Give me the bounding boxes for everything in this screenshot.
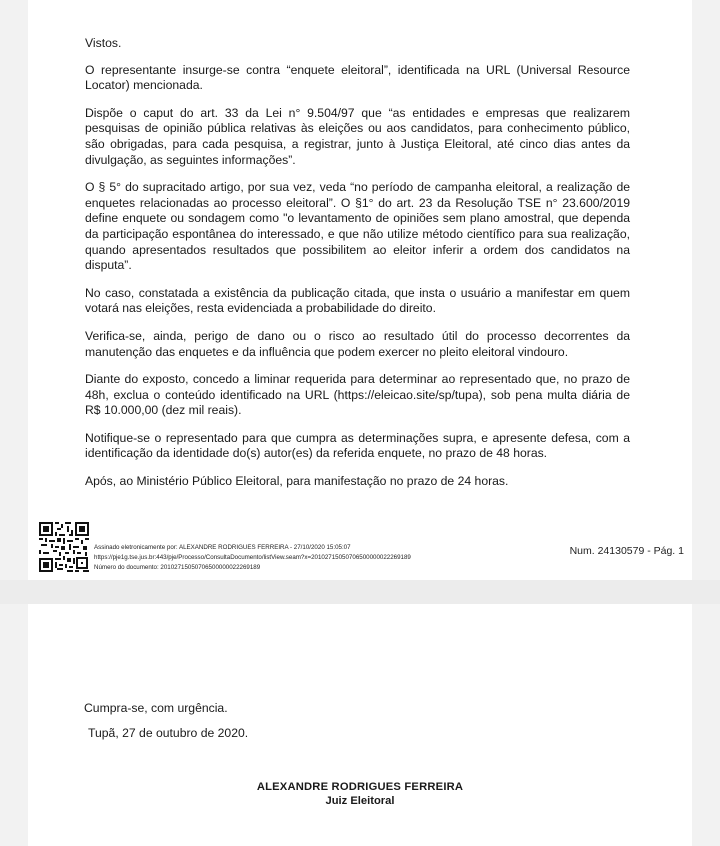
paragraph-notifique-se: Notifique-se o representado para que cumpra as determinações supra, e apresente defesa, com a identificação da identidade do(s) autor(es) da referida enquete, no prazo de 48 horas.: [85, 430, 630, 461]
electronic-signature-block: [94, 543, 534, 573]
cumpra-se-text: Cumpra-se, com urgência.: [84, 701, 228, 715]
paragraph-representante: O representante insurge-se contra “enquete eleitoral”, identificada na URL (Universal Resource Locator) mencionada.: [85, 62, 630, 93]
paragraph-no-caso: No caso, constatada a existência da publicação citada, que insta o usuário a manifestar em quem votará nas eleições, resta evidenciada a probabilidade do direito.: [85, 285, 630, 316]
qr-code-icon: [39, 522, 89, 572]
paragraph-apos: Após, ao Ministério Público Eleitoral, para manifestação no prazo de 24 horas.: [85, 474, 509, 489]
paragraph-diante-exposto: Diante do exposto, concedo a liminar requerida para determinar ao representado que, no prazo de 48h, exclua o conteúdo identificado na URL (https://eleicao.site/sp/tupa), sob pena multa diária de R$ 10.000,00 (dez mil reais).: [85, 372, 630, 418]
place-and-date: Tupã, 27 de outubro de 2020.: [88, 726, 249, 740]
signer-name: ALEXANDRE RODRIGUES FERREIRA: [256, 781, 464, 793]
paragraph-vistos: Vistos.: [85, 36, 122, 50]
signed-by-line: Assinado eletronicamente por: ALEXANDRE RODRIGUES FERREIRA - 27/10/2020 15:05:07: [94, 544, 351, 551]
document-page-1: [28, 0, 692, 580]
paragraph-paragrafo-5: O § 5° do supracitado artigo, por sua vez, veda “no período de campanha eleitoral, a realização de enquetes relacionadas ao processo eleitoral”. O §1° do art. 23 da Resolução TSE n° 23.600/2019 define enquete ou sondagem como "o levantamento de opiniões sem plano amostral, que dependa da participação espontânea do interessado, e que não utilize método científico para sua realização, quando apresentados resultados que possibilitem ao eleitor inferir a ordem dos candidatos na disputa”.: [85, 180, 630, 273]
decision-body: [85, 36, 630, 502]
document-page-2: [28, 604, 692, 846]
signer-role: Juiz Eleitoral: [325, 795, 395, 807]
document-number-line: Número do documento: 20102715050706500000022269189: [94, 564, 261, 571]
page-separator: [0, 580, 720, 604]
paragraph-lei-9504: Dispõe o caput do art. 33 da Lei n° 9.504/97 que “as entidades e empresas que realizarem pesquisas de opinião pública relativas às eleições ou aos candidatos, para conhecimento público, são obrigadas, para cada pesquisa, a registrar, junto à Justiça Eleitoral, até cinco dias antes da divulgação, as seguintes informações”.: [85, 105, 630, 167]
document-url-link[interactable]: https://pje1g.tse.jus.br:443/pje/Processo/ConsultaDocumento/listView.seam?x=20102715050706500000022269189: [94, 554, 411, 561]
page-reference: Num. 24130579 - Pág. 1: [569, 545, 684, 557]
paragraph-perigo-dano: Verifica-se, ainda, perigo de dano ou o risco ao resultado útil do processo decorrentes da manutenção das enquetes e da influência que podem exercer no pleito eleitoral vindouro.: [85, 328, 630, 359]
